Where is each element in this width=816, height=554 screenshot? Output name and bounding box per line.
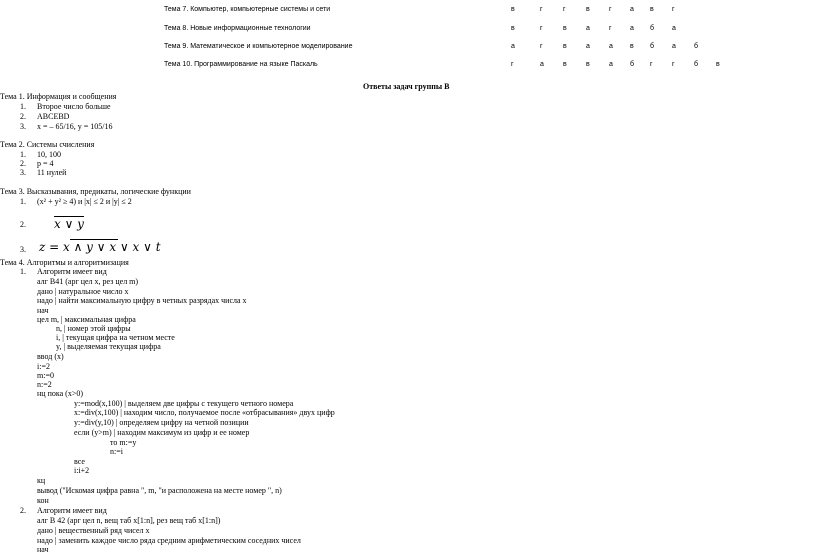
list-item: 11 нулей bbox=[37, 168, 67, 177]
code-line: то m:=y bbox=[110, 438, 137, 447]
code-line: цел m, | максимальная цифра bbox=[37, 315, 136, 324]
answer-cell: в bbox=[630, 43, 634, 50]
section-heading: Ответы задач группы В bbox=[363, 82, 450, 91]
topic-1-title: Тема 1. Информация и сообщения bbox=[0, 92, 117, 101]
code-line: дано | вещественный ряд чисел x bbox=[37, 526, 150, 535]
answer-cell: г bbox=[609, 25, 612, 32]
answer-cell: г bbox=[511, 61, 514, 68]
table-row-topic: Тема 8. Новые информационные технологии bbox=[164, 25, 311, 32]
list-item: Второе число больше bbox=[37, 102, 111, 111]
code-line: алг В41 (арг цел x, рез цел m) bbox=[37, 277, 139, 286]
topic-3-title: Тема 3. Высказывания, предикаты, логические функции bbox=[0, 187, 191, 196]
list-number: 1. bbox=[20, 102, 26, 111]
answer-cell: г bbox=[540, 25, 543, 32]
answer-cell: в bbox=[716, 61, 720, 68]
code-line: кц bbox=[37, 476, 46, 485]
list-item: Алгоритм имеет вид bbox=[37, 267, 107, 276]
topic-2-title: Тема 2. Системы счисления bbox=[0, 140, 95, 149]
list-number: 1. bbox=[20, 150, 26, 159]
answer-cell: г bbox=[540, 6, 543, 13]
code-line: y, | выделяемая текущая цифра bbox=[56, 342, 161, 351]
answer-cell: г bbox=[672, 61, 675, 68]
code-line: кон bbox=[37, 496, 49, 505]
code-line: надо | заменить каждое число ряда средним арифметическим соседних чисел bbox=[37, 536, 301, 545]
answer-cell: а bbox=[630, 6, 634, 13]
answer-cell: б bbox=[694, 43, 699, 50]
list-number: 1. bbox=[20, 267, 26, 276]
answer-cell: а bbox=[511, 43, 515, 50]
answer-cell: а bbox=[672, 25, 676, 32]
answer-cell: б bbox=[650, 25, 655, 32]
list-number: 2. bbox=[20, 506, 26, 515]
list-item: ABCEBD bbox=[37, 112, 70, 121]
list-number: 2. bbox=[20, 112, 26, 121]
code-line: i, | текущая цифра на четном месте bbox=[56, 333, 175, 342]
answer-cell: в bbox=[563, 43, 567, 50]
answer-cell: в bbox=[563, 61, 567, 68]
answer-cell: в bbox=[511, 6, 515, 13]
code-line: все bbox=[74, 457, 85, 466]
code-line: дано | натуральное число x bbox=[37, 287, 129, 296]
code-line: ввод (x) bbox=[37, 352, 64, 361]
code-line: i:i+2 bbox=[74, 466, 90, 475]
answer-cell: в bbox=[586, 6, 590, 13]
list-number: 3. bbox=[20, 245, 26, 254]
code-line: нач bbox=[37, 306, 49, 315]
topic-4-title: Тема 4. Алгоритмы и алгоритмизация bbox=[0, 258, 129, 267]
table-row-topic: Тема 7. Компьютер, компьютерные системы и сети bbox=[164, 6, 331, 13]
answer-cell: в bbox=[511, 25, 515, 32]
answer-cell: г bbox=[609, 6, 612, 13]
answer-cell: г bbox=[672, 6, 675, 13]
answer-cell: в bbox=[586, 61, 590, 68]
answer-cell: а bbox=[609, 61, 613, 68]
list-number: 3. bbox=[20, 122, 26, 131]
code-line: y:=div(y,10) | определяем цифру на четной позиции bbox=[74, 418, 249, 427]
code-line: надо | найти максимальную цифру в четных разрядах числа x bbox=[37, 296, 247, 305]
code-line: вывод ("Искомая цифра равна ", m, "и расположена на месте номер ", n) bbox=[37, 486, 282, 495]
answer-cell: б bbox=[650, 43, 655, 50]
code-line: i:=2 bbox=[37, 362, 50, 371]
code-line: алг В 42 (арг цел n, вещ таб x[1:n], рез вещ таб x[1:n]) bbox=[37, 516, 221, 525]
list-number: 2. bbox=[20, 159, 26, 168]
list-number: 1. bbox=[20, 197, 26, 206]
code-line: если (y>m) | находим максимум из цифр и ее номер bbox=[74, 428, 250, 437]
list-item: (x² + y² ≥ 4) и |x| ≤ 2 и |y| ≤ 2 bbox=[37, 197, 132, 206]
code-line: n:=i bbox=[110, 447, 123, 456]
answer-cell: г bbox=[563, 6, 566, 13]
negation-bar bbox=[70, 239, 118, 240]
list-item: 10, 100 bbox=[37, 150, 61, 159]
answer-cell: а bbox=[540, 61, 544, 68]
answer-cell: б bbox=[694, 61, 699, 68]
answer-cell: г bbox=[650, 61, 653, 68]
answer-cell: а bbox=[630, 25, 634, 32]
answer-cell: в bbox=[563, 25, 567, 32]
formula-z: z = x ∧ y ∨ x ∨ x ∨ t bbox=[39, 240, 161, 254]
list-item: p = 4 bbox=[37, 159, 54, 168]
list-item: Алгоритм имеет вид bbox=[37, 506, 107, 515]
code-line: y:=mod(x,100) | выделяем две цифры с текущего четного номера bbox=[74, 399, 294, 408]
code-line: n:=2 bbox=[37, 380, 52, 389]
answer-cell: а bbox=[586, 25, 590, 32]
answer-cell: а bbox=[586, 43, 590, 50]
answer-cell: б bbox=[630, 61, 635, 68]
list-number: 3. bbox=[20, 168, 26, 177]
formula-x-or-y: x ∨ y bbox=[54, 217, 84, 231]
answer-cell: в bbox=[650, 6, 654, 13]
list-number: 2. bbox=[20, 220, 26, 229]
code-line: нц пока (x>0) bbox=[37, 389, 83, 398]
table-row-topic: Тема 10. Программирование на языке Паскаль bbox=[164, 61, 318, 68]
code-line: нач bbox=[37, 545, 49, 554]
code-line: n, | номер этой цифры bbox=[56, 324, 131, 333]
code-line: m:=0 bbox=[37, 371, 54, 380]
list-item: x = – 65/16, y = 105/16 bbox=[37, 122, 113, 131]
table-row-topic: Тема 9. Математическое и компьютерное моделирование bbox=[164, 43, 353, 50]
answer-cell: а bbox=[672, 43, 676, 50]
answer-cell: г bbox=[540, 43, 543, 50]
answer-cell: а bbox=[609, 43, 613, 50]
code-line: x:=div(x,100) | находим число, получаемое после «отбрасывания» двух цифр bbox=[74, 408, 335, 417]
